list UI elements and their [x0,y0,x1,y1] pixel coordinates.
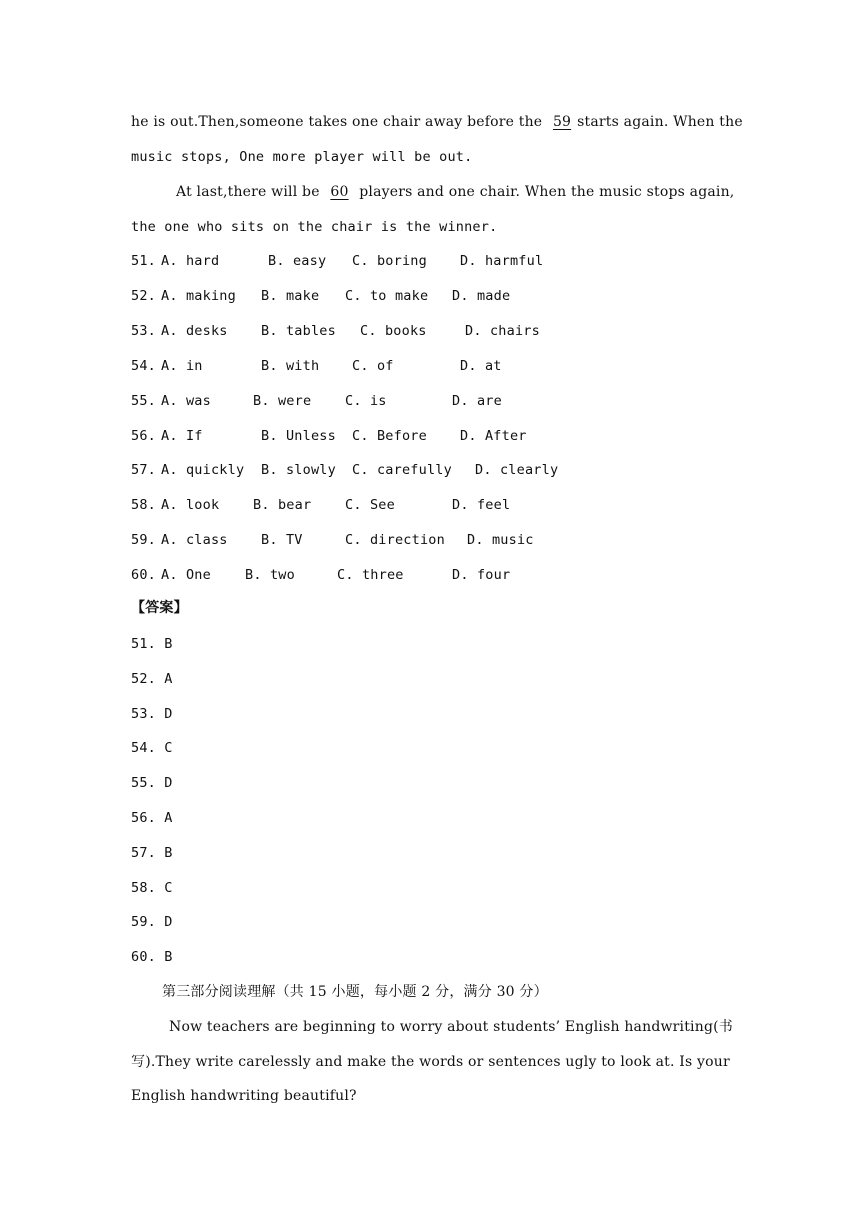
question-number: 58. [131,497,156,514]
option-d: D. made [452,287,511,304]
answer-item: 56. A [131,810,173,826]
answer-item: 52. A [131,670,173,687]
answer-item: 53. D [131,705,173,722]
option-b: B. make [261,287,320,304]
option-c: C. carefully [352,462,452,479]
option-a: A. in [161,357,203,374]
option-c: C. three [337,567,404,584]
option-c: C. See [345,497,395,514]
reading-line-1: Now teachers are beginning to worry about students’ English handwriting(书 [169,1019,733,1035]
option-d: D. harmful [460,253,544,269]
option-a: A. quickly [161,462,245,479]
option-b: B. TV [261,532,303,549]
option-d: D. are [452,392,502,409]
option-a: A. If [161,427,203,444]
answer-item: 60. B [131,949,173,966]
passage-text: starts again. When the [577,114,743,130]
question-number: 54. [131,357,156,374]
option-d: D. music [467,532,534,549]
option-b: B. bear [253,497,312,514]
blank-59: 59 [552,114,572,130]
option-c: C. Before [352,427,427,444]
question-number: 59. [131,532,156,549]
option-a: A. was [161,392,211,409]
option-d: D. feel [452,497,511,514]
option-a: A. making [161,287,236,304]
question-number: 55. [131,392,156,409]
option-b: B. with [261,357,320,374]
passage-text: At last,there will be [176,184,325,200]
option-a: A. desks [161,322,228,339]
reading-line-2: 写).They write carelessly and make the words or sentences ugly to look at. Is your [131,1054,730,1070]
answer-item: 54. C [131,740,173,757]
answer-item: 55. D [131,775,173,792]
passage-text: he is out.Then,someone takes one chair away before the [131,114,547,130]
answer-item: 57. B [131,844,173,861]
question-number: 56. [131,427,156,444]
reading-line-3: English handwriting beautiful? [131,1088,357,1104]
option-d: D. at [460,357,502,374]
option-b: B. two [245,567,295,584]
question-number: 57. [131,462,156,479]
option-c: C. is [345,392,387,409]
option-d: D. After [460,427,527,444]
answer-item: 58. C [131,879,173,896]
section-heading: 第三部分阅读理解（共 15 小题，每小题 2 分，满分 30 分） [162,984,548,1000]
option-b: B. Unless [261,427,336,444]
option-d: D. four [452,567,511,584]
option-b: B. tables [261,322,336,339]
option-a: A. class [161,532,228,549]
option-c: C. books [360,322,427,339]
passage-text: players and one chair. When the music stops again, [354,184,735,200]
option-c: C. boring [352,253,427,269]
blank-60: 60 [330,184,349,200]
passage-line-2: music stops, One more player will be out. [131,149,473,165]
option-b: B. easy [268,253,327,269]
option-c: C. of [352,357,394,374]
option-a: A. look [161,497,220,514]
passage-line-1 [131,113,743,131]
answer-item: 51. B [131,636,173,652]
passage-line-3 [176,183,736,201]
question-number: 51. [131,253,156,269]
option-c: C. to make [345,287,429,304]
option-b: B. were [253,392,312,409]
option-a: A. One [161,567,211,584]
option-b: B. slowly [261,462,336,479]
option-d: D. clearly [475,462,559,479]
passage-line-4: the one who sits on the chair is the winner. [131,219,498,235]
answer-heading: 【答案】 [131,600,188,616]
option-c: C. direction [345,532,445,549]
question-number: 60. [131,567,156,584]
answer-item: 59. D [131,914,173,931]
question-number: 53. [131,322,156,339]
question-number: 52. [131,287,156,304]
option-d: D. chairs [465,322,540,339]
option-a: A. hard [161,253,220,269]
